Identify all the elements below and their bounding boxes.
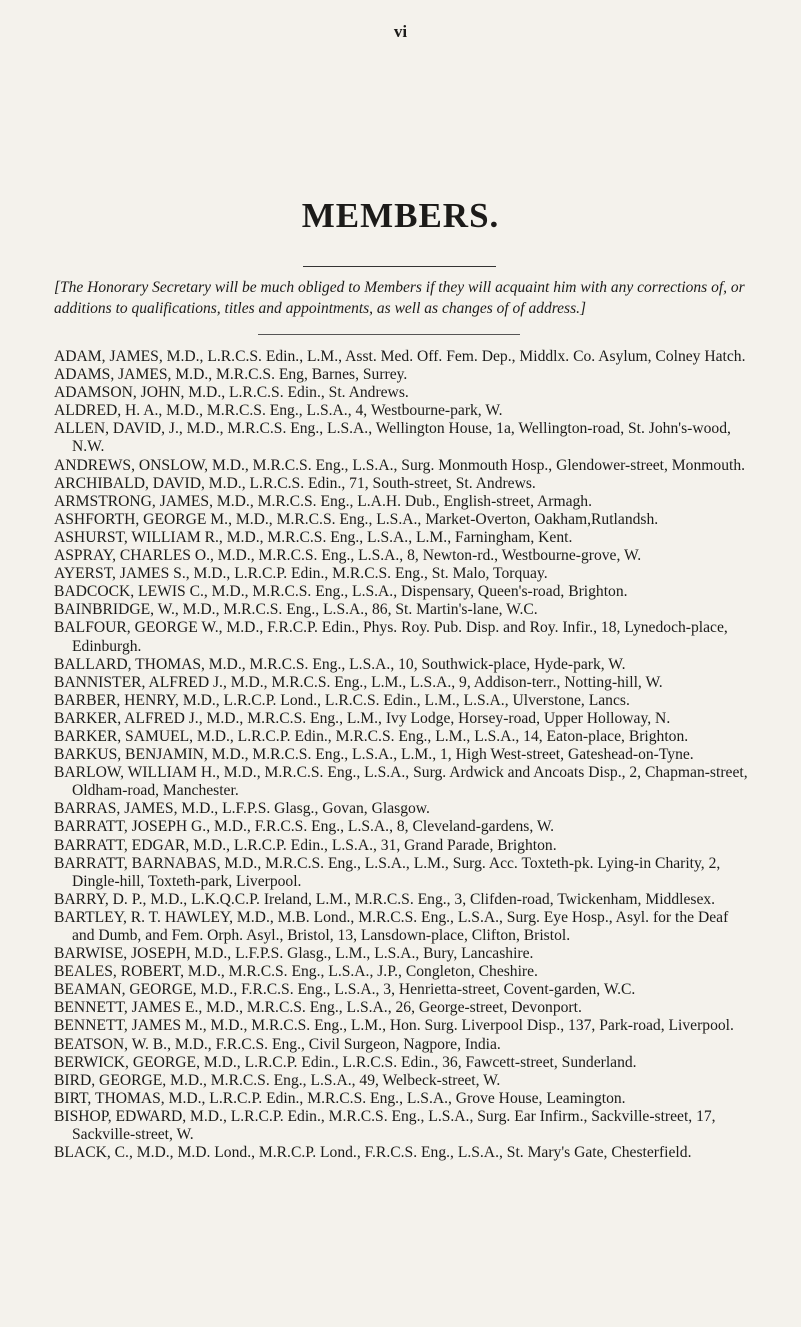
member-entry: BIRD, GEORGE, M.D., M.R.C.S. Eng., L.S.A., 49, Welbeck-street, W. [54, 1071, 501, 1089]
member-entry: BENNETT, JAMES M., M.D., M.R.C.S. Eng., L.M., Hon. Surg. Liverpool Disp., 137, Park-road, Liverpool. [54, 1017, 734, 1035]
member-entry: ADAMS, JAMES, M.D., M.R.C.S. Eng, Barnes, Surrey. [54, 366, 408, 384]
member-entry: AYERST, JAMES S., M.D., L.R.C.P. Edin., M.R.C.S. Eng., St. Malo, Torquay. [54, 565, 548, 583]
member-entry: BEALES, ROBERT, M.D., M.R.C.S. Eng., L.S.A., J.P., Congleton, Cheshire. [54, 963, 538, 981]
member-entry: BARLOW, WILLIAM H., M.D., M.R.C.S. Eng., L.S.A., Surg. Ardwick and Ancoats Disp., 2, Chapman-street, Oldham-road, Manchester. [54, 764, 748, 800]
member-entry: ARCHIBALD, DAVID, M.D., L.R.C.S. Edin., 71, South-street, St. Andrews. [54, 474, 536, 492]
member-entry: BARRATT, EDGAR, M.D., L.R.C.P. Edin., L.S.A., 31, Grand Parade, Brighton. [54, 836, 557, 854]
editorial-note: [The Honorary Secretary will be much obliged to Members if they will acquaint him with any corrections of, or additions to qualifications, titles and appointments, as well as changes of of address.] [54, 279, 745, 317]
member-entry: BARRY, D. P., M.D., L.K.Q.C.P. Ireland, L.M., M.R.C.S. Eng., 3, Clifden-road, Twickenham, Middlesex. [54, 890, 716, 908]
member-entry: BARBER, HENRY, M.D., L.R.C.P. Lond., L.R.C.S. Edin., L.M., L.S.A., Ulverstone, Lancs. [54, 691, 630, 709]
member-entry: BANNISTER, ALFRED J., M.D., M.R.C.S. Eng., L.M., L.S.A., 9, Addison-terr., Notting-hill, W. [54, 673, 663, 691]
member-entry: BERWICK, GEORGE, M.D., L.R.C.P. Edin., L.R.C.S. Edin., 36, Fawcett-street, Sunderland. [54, 1053, 637, 1071]
member-entry: BENNETT, JAMES E., M.D., M.R.C.S. Eng., L.S.A., 26, George-street, Devonport. [54, 999, 582, 1017]
member-entry: ALDRED, H. A., M.D., M.R.C.S. Eng., L.S.A., 4, Westbourne-park, W. [54, 402, 503, 420]
member-entry: ARMSTRONG, JAMES, M.D., M.R.C.S. Eng., L.A.H. Dub., English-street, Armagh. [54, 492, 592, 510]
member-entry: ADAMSON, JOHN, M.D., L.R.C.S. Edin., St. Andrews. [54, 384, 409, 402]
member-entry: BARWISE, JOSEPH, M.D., L.F.P.S. Glasg., L.M., L.S.A., Bury, Lancashire. [54, 945, 534, 963]
member-entry: BADCOCK, LEWIS C., M.D., M.R.C.S. Eng., L.S.A., Dispensary, Queen's-road, Brighton. [54, 583, 628, 601]
member-entry: BAINBRIDGE, W., M.D., M.R.C.S. Eng., L.S.A., 86, St. Martin's-lane, W.C. [54, 601, 538, 619]
note-rule [258, 334, 520, 335]
member-entry: BIRT, THOMAS, M.D., L.R.C.P. Edin., M.R.C.S. Eng., L.S.A., Grove House, Leamington. [54, 1089, 626, 1107]
title-rule [303, 266, 496, 267]
member-entry: BARTLEY, R. T. HAWLEY, M.D., M.B. Lond., M.R.C.S. Eng., L.S.A., Surg. Eye Hosp., Asyl. for the Deaf and Dumb, and Fem. Orph. Asyl., Bristol, 13, Lansdown-place, Clifton, Bristol. [54, 908, 729, 944]
member-entry: BARRATT, JOSEPH G., M.D., F.R.C.S. Eng., L.S.A., 8, Cleveland-gardens, W. [54, 818, 555, 836]
member-entry: BALFOUR, GEORGE W., M.D., F.R.C.P. Edin., Phys. Roy. Pub. Disp. and Roy. Infir., 18, Lynedoch-place, Edinburgh. [54, 619, 728, 655]
page-title: MEMBERS. [301, 196, 500, 235]
member-entry: BARKUS, BENJAMIN, M.D., M.R.C.S. Eng., L.S.A., L.M., 1, High West-street, Gateshead-on-Tyne. [54, 746, 694, 764]
member-entry: ASHURST, WILLIAM R., M.D., M.R.C.S. Eng., L.S.A., L.M., Farningham, Kent. [54, 528, 573, 546]
page-number: vi [393, 22, 408, 41]
member-entry: BALLARD, THOMAS, M.D., M.R.C.S. Eng., L.S.A., 10, Southwick-place, Hyde-park, W. [54, 655, 626, 673]
member-entry: BEAMAN, GEORGE, M.D., F.R.C.S. Eng., L.S.A., 3, Henrietta-street, Covent-garden, W.C. [54, 981, 636, 999]
member-entry: BARKER, SAMUEL, M.D., L.R.C.P. Edin., M.R.C.S. Eng., L.M., L.S.A., 14, Eaton-place, Brighton. [54, 727, 689, 745]
member-entry: ASPRAY, CHARLES O., M.D., M.R.C.S. Eng., L.S.A., 8, Newton-rd., Westbourne-grove, W. [54, 547, 642, 565]
member-entry: BEATSON, W. B., M.D., F.R.C.S. Eng., Civil Surgeon, Nagpore, India. [54, 1035, 501, 1053]
member-entry: BARRATT, BARNABAS, M.D., M.R.C.S. Eng., L.S.A., L.M., Surg. Acc. Toxteth-pk. Lying-in Charity, 2, Dingle-hill, Toxteth-park, Liverpool. [54, 854, 721, 890]
members-list [54, 348, 751, 1162]
member-entry: ANDREWS, ONSLOW, M.D., M.R.C.S. Eng., L.S.A., Surg. Monmouth Hosp., Glendower-street, Monmouth. [54, 456, 746, 474]
member-entry: ASHFORTH, GEORGE M., M.D., M.R.C.S. Eng., L.S.A., Market-Overton, Oakham,Rutlandsh. [54, 510, 659, 528]
member-entry: BLACK, C., M.D., M.D. Lond., M.R.C.P. Lond., F.R.C.S. Eng., L.S.A., St. Mary's Gate, Chesterfield. [54, 1144, 692, 1162]
member-entry: ADAM, JAMES, M.D., L.R.C.S. Edin., L.M., Asst. Med. Off. Fem. Dep., Middlx. Co. Asylum, Colney Hatch. [54, 348, 746, 365]
member-entry: BARRAS, JAMES, M.D., L.F.P.S. Glasg., Govan, Glasgow. [54, 800, 430, 818]
member-entry: ALLEN, DAVID, J., M.D., M.R.C.S. Eng., L.S.A., Wellington House, 1a, Wellington-road, St. John's-wood, N.W. [54, 420, 731, 456]
member-entry: BISHOP, EDWARD, M.D., L.R.C.P. Edin., M.R.C.S. Eng., L.S.A., Surg. Ear Infirm., Sackville-street, 17, Sackville-street, W. [54, 1107, 716, 1144]
member-entry: BARKER, ALFRED J., M.D., M.R.C.S. Eng., L.M., Ivy Lodge, Horsey-road, Upper Holloway, N. [54, 709, 671, 727]
